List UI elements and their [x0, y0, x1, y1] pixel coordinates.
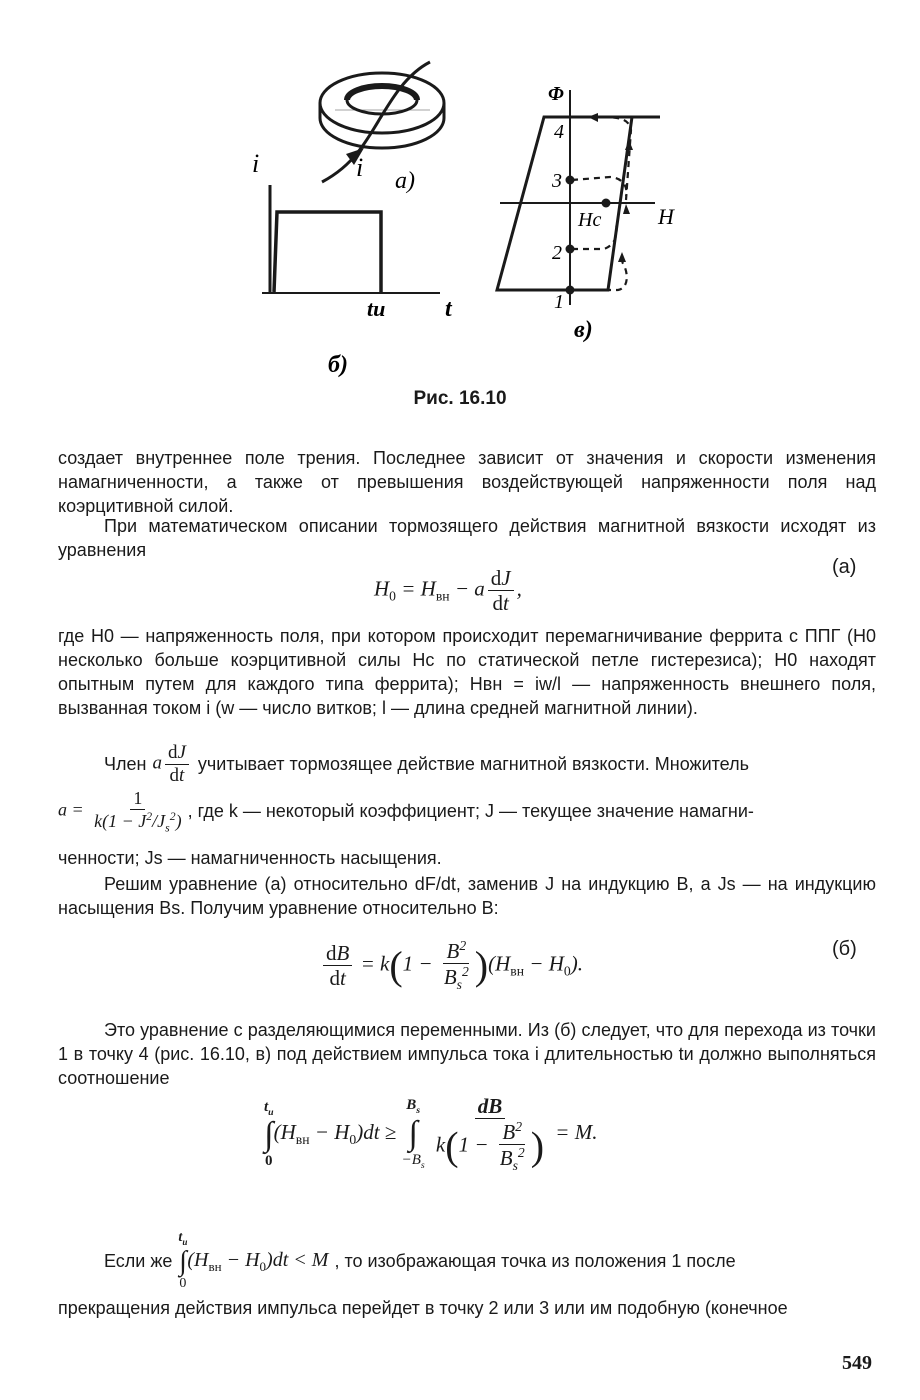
loop-points: [566, 176, 611, 295]
axis-i-label: i: [252, 149, 260, 178]
figure-caption: Рис. 16.10: [413, 388, 507, 409]
winding-wire: [322, 62, 430, 182]
paragraph-6: ченности; Js — намагниченность насыщения.: [58, 848, 442, 868]
paragraph-5: a = $\frac{1}{k(1 - J^2/J_s^2)}$ , где k — некоторый коэффициент; J — текущее значение намагни-: [58, 788, 754, 835]
equation-b-label: (б): [832, 938, 857, 960]
svg-text:4: 4: [554, 121, 564, 143]
point-labels: [551, 121, 564, 313]
paragraph-1: создает внутреннее поле трения. Последнее зависит от значения и скорости изменения намагниченности, а также от превышения воздействующей напряженности поля над коэрцитивной силой.: [58, 448, 876, 516]
equation-b: $\frac{dB}{dt}$ = k(1 − $\frac{B^2}{B_s^2}$ )$(H_{вн} - H_0)$.: [320, 938, 583, 993]
pulse-shape: [274, 212, 381, 292]
page-number: 549: [842, 1352, 872, 1374]
paragraph-9: Если же $t_и$ ∫ 0 $(H_{вн} - H_0)dt < M$ , то изображающая точка из положения 1 после: [104, 1230, 736, 1291]
part-v-label: в): [574, 317, 593, 343]
equation-a: $H_0 = H_{вн} - a$ $\frac{dJ}{dt}$ ,: [374, 566, 522, 616]
svg-text:1: 1: [554, 291, 564, 313]
axis-phi-label: Φ: [548, 83, 564, 105]
current-symbol: i: [356, 153, 364, 182]
hc-label: Hc: [578, 209, 602, 231]
paragraph-10: прекращения действия импульса перейдет в точку 2 или 3 или им подобную (конечное: [58, 1298, 788, 1318]
svg-text:2: 2: [552, 242, 562, 264]
part-b-label: б): [328, 352, 348, 378]
toroid-core: [320, 73, 444, 148]
pulse-end-label: tи: [367, 296, 386, 321]
paragraph-2: При математическом описании тормозящего действия магнитной вязкости исходят из уравнения: [58, 516, 876, 560]
axis-h-label: H: [658, 204, 674, 229]
paragraph-7: Решим уравнение (а) относительно dF/dt, заменив J на индукцию B, а Js — на индукцию насыщения Bs. Получим уравнение относительно B:: [58, 874, 876, 918]
equation-integral: $t_и$ ∫ 0 $(H_{вн} - H_0)dt$ ≥ $B_s$ ∫ $-B_s$ dB k(1 − $\frac{B^2}{B_s^2}$ ) = M.: [264, 1094, 598, 1174]
part-a-label: a): [395, 168, 415, 194]
paragraph-4: Член a $\frac{dJ}{dt}$ учитывает тормозящее действие магнитной вязкости. Множитель: [104, 742, 749, 786]
figure-16-10: [0, 0, 920, 420]
equation-a-label: (а): [832, 556, 857, 578]
paragraph-3: где H0 — напряженность поля, при котором происходит перемагничивание феррита с ППГ (H0 несколько больше коэрцитивной силы Hc по статической петле гистерезиса); H0 находят опытным путем для каждого типа феррита); Hвн = iw/l — напряженность внешнего поля, вызванная током i (w — число витков; l — длина средней магнитной линии).: [58, 626, 876, 718]
axis-t-label: t: [445, 296, 452, 322]
paragraph-8: Это уравнение с разделяющимися переменными. Из (б) следует, что для перехода из точки 1 в точку 4 (рис. 16.10, в) под действием импульса тока i длительностью tи должно выполняться соотношение: [58, 1020, 876, 1088]
svg-text:3: 3: [552, 170, 562, 192]
